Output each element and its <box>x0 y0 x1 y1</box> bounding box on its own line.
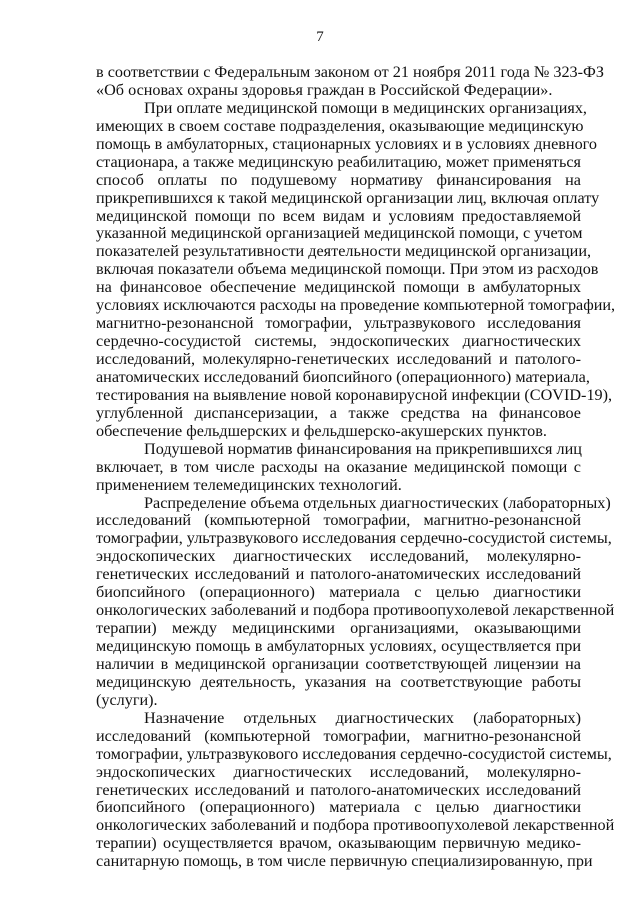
text-line: стационара, а также медицинскую реабилитацию, может применяться <box>96 152 581 171</box>
text-line: томографии, ультразвукового исследования сердечно-сосудистой системы, <box>96 744 612 763</box>
text-line: Назначение отдельных диагностических (лабораторных) <box>144 708 581 727</box>
text-line: углубленной диспансеризации, а также средства на финансовое <box>96 403 581 422</box>
text-line: При оплате медицинской помощи в медицинских организациях, <box>144 98 587 117</box>
text-line: указанной медицинской организацией медицинской помощи, с учетом <box>96 224 583 243</box>
text-line: эндоскопических диагностических исследований, молекулярно- <box>96 762 581 781</box>
text-line: магнитно-резонансной томографии, ультразвукового исследования <box>96 314 581 333</box>
text-line: исследований (компьютерной томографии, магнитно-резонансной <box>96 726 581 745</box>
text-line: томографии, ультразвукового исследования сердечно-сосудистой системы, <box>96 529 612 548</box>
text-line: онкологических заболеваний и подбора противоопухолевой лекарственной <box>96 816 615 835</box>
text-line: анатомических исследований биопсийного (операционного) материала, <box>96 367 590 386</box>
paragraph <box>96 708 615 871</box>
text-line: биопсийного (операционного) материала с целью диагностики <box>96 798 581 817</box>
text-line: способ оплаты по подушевому нормативу финансирования на <box>96 170 581 189</box>
text-line: «Об основах охраны здоровья граждан в Российской Федерации». <box>96 80 553 99</box>
text-line: прикрепившихся к такой медицинской организации лиц, включая оплату <box>96 188 600 207</box>
text-line: биопсийного (операционного) материала с целью диагностики <box>96 583 581 602</box>
text-line: санитарную помощь, в том числе первичную специализированную, при <box>96 852 593 871</box>
paragraph <box>96 98 616 441</box>
paragraph <box>96 63 604 100</box>
text-line: Подушевой норматив финансирования на прикрепившихся лиц <box>144 439 582 458</box>
text-line: сердечно-сосудистой системы, эндоскопических диагностических <box>96 332 581 351</box>
text-line: обеспечение фельдшерских и фельдшерско-акушерских пунктов. <box>96 421 547 440</box>
paragraph <box>96 441 581 495</box>
text-line: медицинскую деятельность, указания на соответствующие работы <box>96 672 581 691</box>
text-line: онкологических заболеваний и подбора противоопухолевой лекарственной <box>96 601 615 620</box>
paragraph <box>96 493 615 710</box>
text-line: помощь в амбулаторных, стационарных условиях и в условиях дневного <box>96 134 597 153</box>
text-line: генетических исследований и патолого-анатомических исследований <box>96 780 581 799</box>
text-line: медицинскую помощь в амбулаторных условиях, осуществляется при <box>96 637 581 655</box>
text-line: наличии в медицинской организации соответствующей лицензии на <box>96 654 581 673</box>
text-line: терапии) между медицинскими организациями, оказывающими <box>96 619 581 638</box>
text-line: показателей результативности деятельности медицинской организации, <box>96 242 592 261</box>
text-line: имеющих в своем составе подразделения, оказывающие медицинскую <box>96 116 584 135</box>
text-line: терапии) осуществляется врачом, оказывающим первичную медико- <box>96 834 581 853</box>
document-body <box>96 63 616 871</box>
text-line: исследований (компьютерной томографии, магнитно-резонансной <box>96 511 581 530</box>
text-line: на финансовое обеспечение медицинской помощи в амбулаторных <box>96 278 581 297</box>
text-line: исследований, молекулярно-генетических исследований и патолого- <box>96 350 581 368</box>
text-line: (услуги). <box>96 690 158 709</box>
text-line: применением телемедицинских технологий. <box>96 475 402 494</box>
text-line: медицинской помощи по всем видам и условиям предоставляемой <box>96 206 581 225</box>
text-line: включает, в том числе расходы на оказание медицинской помощи с <box>96 457 581 476</box>
text-line: эндоскопических диагностических исследований, молекулярно- <box>96 547 581 566</box>
text-line: в соответствии с Федеральным законом от 21 ноября 2011 года № 323-ФЗ <box>96 63 604 81</box>
text-line: тестирования на выявление новой коронавирусной инфекции (COVID-19), <box>96 385 613 404</box>
text-line: включая показатели объема медицинской помощи. При этом из расходов <box>96 260 599 279</box>
text-line: Распределение объема отдельных диагностических (лабораторных) <box>144 493 611 512</box>
text-line: условиях исключаются расходы на проведение компьютерной томографии, <box>96 296 616 315</box>
page-number: 7 <box>316 29 324 45</box>
text-line: генетических исследований и патолого-анатомических исследований <box>96 565 581 584</box>
